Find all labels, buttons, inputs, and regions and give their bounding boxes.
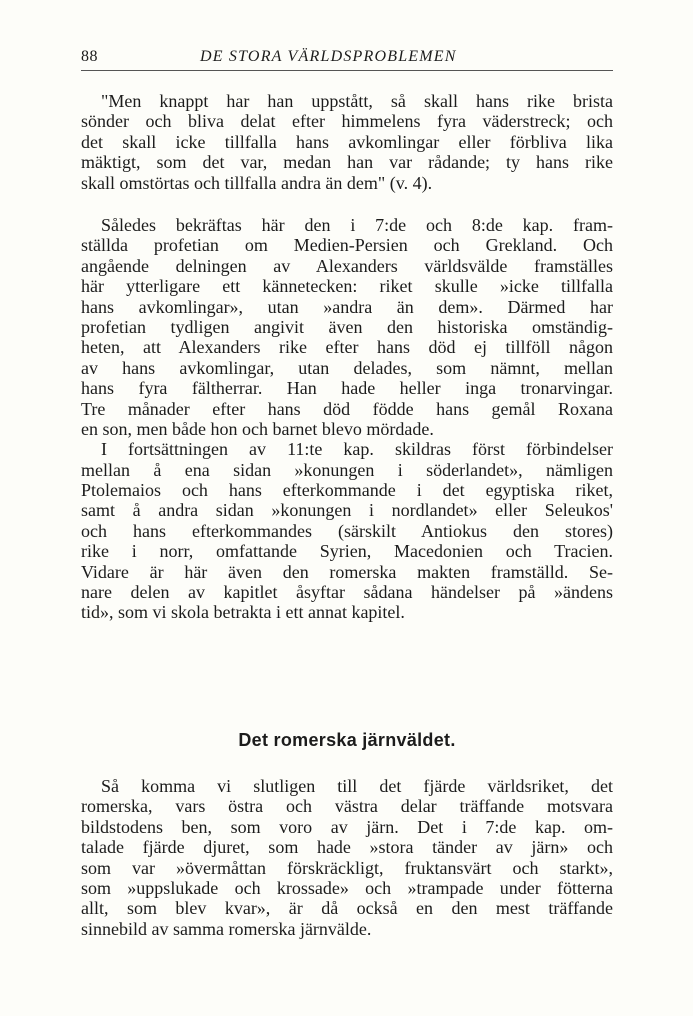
text-line: nare delen av kapitlet åsyftar sådana händelser på »ändens: [81, 582, 613, 603]
text-line: Så komma vi slutligen till det fjärde världsriket, det: [101, 776, 613, 796]
text-line: en son, men både hon och barnet blevo mördade.: [81, 418, 434, 439]
text-line: allt, som blev kvar», är då också en den mest träffande: [81, 898, 613, 919]
body-text: [81, 215, 613, 623]
section-heading: Det romerska järnväldet.: [238, 730, 456, 750]
text-line: Vidare är här även den romerska makten framställd. Se-: [81, 561, 613, 582]
text-line: rike i norr, omfattande Syrien, Macedonien och Tracien.: [81, 541, 613, 562]
text-line: tid», som vi skola betrakta i ett annat kapitel.: [81, 602, 405, 623]
text-line: heten, att Alexanders rike efter hans död ej tillföll någon: [81, 337, 613, 358]
quote-paragraph: [81, 91, 613, 193]
text-line: som var »övermåttan förskräckligt, fruktansvärt och starkt»,: [81, 857, 613, 878]
text-line: Således bekräftas här den i 7:de och 8:de kap. fram-: [101, 215, 613, 235]
text-line: I fortsättningen av 11:te kap. skildras först förbindelser: [101, 439, 613, 460]
text-line: "Men knappt har han uppstått, så skall hans rike brista: [101, 91, 613, 111]
text-line: angående delningen av Alexanders världsvälde framställes: [81, 255, 613, 276]
text-line: romerska, vars östra och västra delar träffande motsvara: [81, 796, 613, 817]
text-line: och hans efterkommandes (särskilt Antiokus den stores): [81, 520, 613, 541]
page-number: 88: [81, 48, 98, 65]
text-line: av hans avkomlingar, utan delades, som nämnt, mellan: [81, 357, 613, 378]
text-line: som »uppslukade och krossade» och »trampade under fötterna: [81, 877, 613, 898]
text-line: Tre månader efter hans död födde hans gemål Roxana: [81, 398, 613, 419]
running-title: DE STORA VÄRLDSPROBLEMEN: [200, 48, 457, 65]
text-line: Ptolemaios och hans efterkommande i det egyptiska riket,: [81, 480, 613, 501]
text-line: samt å andra sidan »konungen i nordlandet» eller Seleukos': [81, 500, 613, 521]
text-line: det skall icke tillfalla hans avkomlingar eller förbliva lika: [81, 131, 613, 152]
text-line: mäktigt, som det var, medan han var rådande; ty hans rike: [81, 152, 613, 173]
text-line: bildstodens ben, som voro av järn. Det i 7:de kap. om-: [81, 816, 613, 837]
text-line: här ytterligare ett kännetecken: riket skulle »icke tillfalla: [81, 276, 613, 297]
text-line: profetian tydligen angivit även den historiska omständig-: [81, 316, 613, 337]
text-line: sönder och bliva delat efter himmelens fyra väderstreck; och: [81, 111, 613, 132]
text-line: hans avkomlingar», utan »andra än dem». Därmed har: [81, 296, 613, 317]
text-line: hans fyra fältherrar. Han hade heller inga tronarvingar.: [81, 378, 613, 399]
section-body-text: [81, 776, 613, 939]
text-line: mellan å ena sidan »konungen i söderlandet», nämligen: [81, 459, 613, 480]
text-line: talade fjärde djuret, som hade »stora tänder av järn» och: [81, 837, 613, 858]
text-line: ställda profetian om Medien-Persien och Grekland. Och: [81, 235, 613, 256]
text-line: sinnebild av samma romerska järnvälde.: [81, 918, 372, 939]
running-head: [81, 46, 613, 71]
text-line: skall omstörtas och tillfalla andra än dem" (v. 4).: [81, 172, 433, 193]
